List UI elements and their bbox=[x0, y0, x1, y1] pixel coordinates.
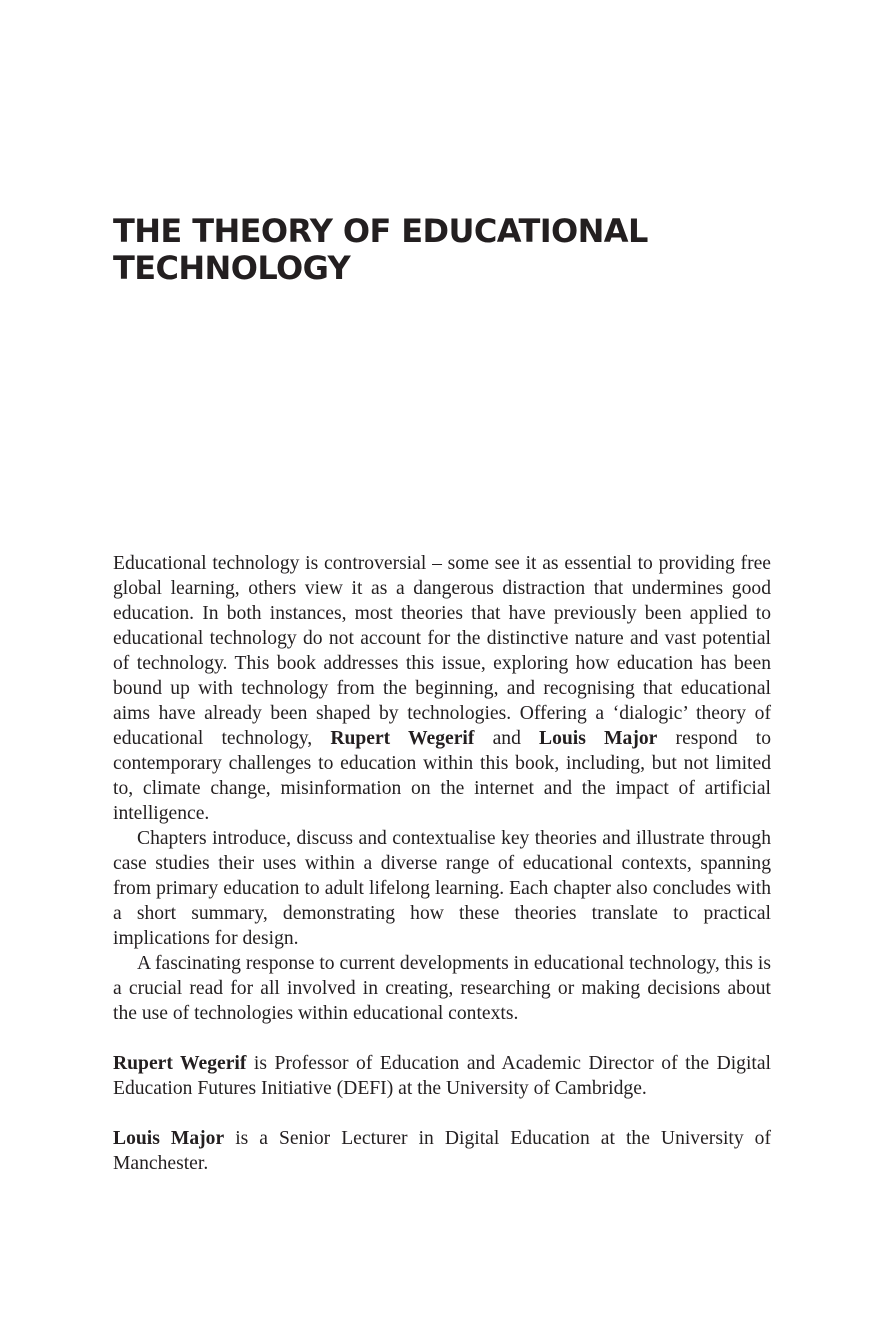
author-bio-2 bbox=[113, 1126, 771, 1176]
blurb-and: and bbox=[474, 728, 540, 749]
book-title-line-2: TECHNOLOGY bbox=[113, 249, 351, 287]
blurb-paragraph-2: Chapters introduce, discuss and contextualise key theories and illustrate through case studies their uses within a diverse range of educational contexts, spanning from primary education to adult lifelong learning. Each chapter also concludes with a short summary, demonstrating how these theories translate to practical implications for design. bbox=[113, 828, 771, 949]
blurb-paragraph-3: A fascinating response to current developments in educational technology, this is a crucial read for all involved in creating, researching or making decisions about the use of technologies within educational contexts. bbox=[113, 953, 771, 1024]
author-bio-2-name: Louis Major bbox=[113, 1128, 225, 1149]
blurb-author-2: Louis Major bbox=[539, 728, 658, 749]
blurb-paragraph-1-start: Educational technology is controversial – some see it as essential to providing free global learning, others view it as a dangerous distraction that undermines good education. In both instances, most theories that have previously been applied to educational technology do not account for the distinctive nature and vast potential of technology. This book addresses this issue, exploring how education has been bound up with technology from the beginning, and recognising that educational aims have already been shaped by technologies. Offering a ‘dialogic’ theory of educational technology, bbox=[113, 553, 771, 749]
author-bio-1-text: is Professor of Education and Academic Director of the Digital Education Futures Initiative (DEFI) at the University of Cambridge. bbox=[113, 1053, 772, 1099]
blurb-text bbox=[113, 551, 771, 1176]
blurb-author-1: Rupert Wegerif bbox=[330, 728, 475, 749]
blurb-paragraph-1 bbox=[113, 551, 771, 826]
book-title-line-1: THE THEORY OF EDUCATIONAL bbox=[113, 212, 648, 250]
blurb-paragraph-1-end: respond to contemporary challenges to education within this book, including, but not limited to, climate change, misinformation on the internet and the impact of artificial intelligence. bbox=[113, 728, 771, 824]
book-title bbox=[113, 213, 773, 287]
author-bio-1 bbox=[113, 1051, 771, 1101]
author-bio-2-text: is a Senior Lecturer in Digital Education at the University of Manchester. bbox=[113, 1128, 771, 1174]
author-bio-1-name: Rupert Wegerif bbox=[113, 1053, 247, 1074]
